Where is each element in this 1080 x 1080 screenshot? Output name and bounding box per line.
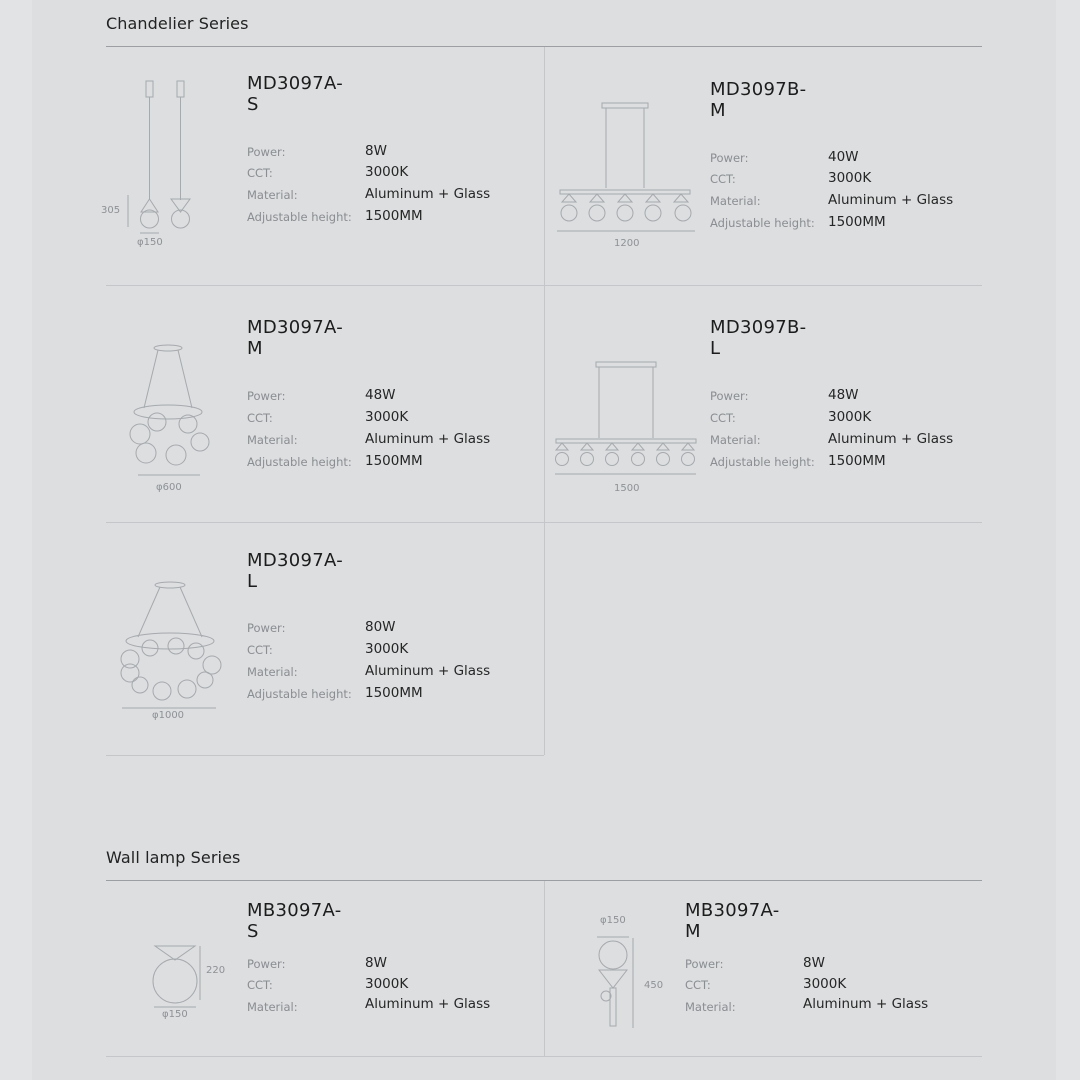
grid-divider-row-1	[106, 285, 982, 286]
dimension-label: φ150	[162, 1009, 188, 1020]
spec-row	[685, 955, 985, 977]
spec-value: 1500MM	[828, 453, 886, 469]
spec-label: CCT:	[685, 978, 711, 992]
wall-section-title: Wall lamp Series	[106, 848, 241, 867]
spec-row	[247, 208, 547, 230]
spec-label: CCT:	[247, 643, 273, 657]
spec-value: 1500MM	[365, 453, 423, 469]
md3097b-m-drawing	[552, 98, 700, 252]
spec-row	[247, 955, 547, 977]
spec-label: Adjustable height:	[247, 210, 352, 224]
spec-value: 48W	[828, 387, 859, 403]
spec-label: Power:	[685, 957, 724, 971]
spec-value: 3000K	[365, 976, 409, 992]
spec-label: Adjustable height:	[710, 455, 815, 469]
spec-label: Material:	[247, 433, 298, 447]
dimension-label: 305	[101, 205, 121, 216]
grid-divider-row-3	[106, 755, 544, 756]
spec-label: Adjustable height:	[247, 687, 352, 701]
spec-value: 1500MM	[828, 214, 886, 230]
spec-row	[710, 170, 1010, 192]
spec-row	[247, 453, 547, 475]
spec-row	[247, 996, 547, 1018]
spec-value: Aluminum + Glass	[828, 192, 954, 208]
spec-row	[247, 641, 547, 663]
dimension-label: 1500	[614, 483, 640, 494]
spec-row	[247, 143, 547, 165]
spec-row	[710, 192, 1010, 214]
spec-row	[685, 996, 985, 1018]
spec-value: 1500MM	[365, 685, 423, 701]
dimension-label: 450	[644, 980, 664, 991]
spec-value: 48W	[365, 387, 396, 403]
model-name: MD3097B-L	[710, 317, 807, 359]
md3097a-m-drawing	[118, 338, 218, 496]
spec-value: Aluminum + Glass	[365, 996, 491, 1012]
spec-row	[710, 431, 1010, 453]
spec-row	[247, 685, 547, 707]
spec-label: Power:	[710, 389, 749, 403]
spec-value: 8W	[365, 143, 387, 159]
mb3097a-s-drawing	[140, 938, 240, 1022]
model-name: MD3097A-L	[247, 550, 344, 592]
spec-label: Power:	[710, 151, 749, 165]
spec-label: Material:	[247, 1000, 298, 1014]
spec-value: 8W	[803, 955, 825, 971]
spec-label: Power:	[247, 621, 286, 635]
spec-label: Adjustable height:	[710, 216, 815, 230]
spec-label: Material:	[710, 194, 761, 208]
spec-row	[247, 409, 547, 431]
spec-value: 40W	[828, 149, 859, 165]
spec-label: Material:	[247, 188, 298, 202]
spec-label: Material:	[247, 665, 298, 679]
spec-row	[247, 663, 547, 685]
spec-label: Power:	[247, 389, 286, 403]
dimension-label: 1200	[614, 238, 640, 249]
spec-value: 8W	[365, 955, 387, 971]
model-name: MD3097A-S	[247, 73, 344, 115]
spec-value: 3000K	[365, 164, 409, 180]
dimension-label: φ150	[600, 915, 626, 926]
spec-value: 3000K	[828, 170, 872, 186]
spec-row	[247, 431, 547, 453]
model-name: MB3097A-M	[685, 900, 780, 942]
spec-row	[710, 149, 1010, 171]
model-name: MD3097A-M	[247, 317, 344, 359]
grid-divider-row	[106, 1056, 982, 1057]
model-name: MB3097A-S	[247, 900, 342, 942]
spec-value: 3000K	[365, 641, 409, 657]
spec-row	[247, 164, 547, 186]
spec-row	[685, 976, 985, 998]
spec-row	[247, 387, 547, 409]
spec-value: Aluminum + Glass	[828, 431, 954, 447]
spec-value: 3000K	[828, 409, 872, 425]
spec-value: Aluminum + Glass	[365, 431, 491, 447]
spec-row	[710, 214, 1010, 236]
spec-row	[710, 453, 1010, 475]
spec-value: 3000K	[803, 976, 847, 992]
spec-label: Adjustable height:	[247, 455, 352, 469]
dimension-label: φ600	[156, 482, 182, 493]
spec-value: Aluminum + Glass	[803, 996, 929, 1012]
dimension-label: 220	[206, 965, 226, 976]
md3097a-l-drawing	[112, 575, 230, 725]
spec-label: Material:	[710, 433, 761, 447]
spec-label: CCT:	[247, 978, 273, 992]
spec-label: CCT:	[247, 166, 273, 180]
spec-row	[247, 976, 547, 998]
spec-row	[710, 387, 1010, 409]
spec-label: CCT:	[710, 411, 736, 425]
spec-value: 80W	[365, 619, 396, 635]
spec-label: Material:	[685, 1000, 736, 1014]
spec-value: 1500MM	[365, 208, 423, 224]
spec-label: CCT:	[247, 411, 273, 425]
mb3097a-m-drawing	[588, 908, 678, 1033]
grid-divider-row-2	[106, 522, 982, 523]
spec-label: CCT:	[710, 172, 736, 186]
model-name: MD3097B-M	[710, 79, 807, 121]
dimension-label: φ150	[137, 237, 163, 248]
spec-row	[710, 409, 1010, 431]
md3097b-l-drawing	[550, 358, 702, 498]
chandelier-section-title: Chandelier Series	[106, 14, 249, 33]
spec-value: Aluminum + Glass	[365, 186, 491, 202]
spec-label: Power:	[247, 957, 286, 971]
md3097a-s-drawing	[100, 75, 210, 255]
spec-row	[247, 619, 547, 641]
spec-row	[247, 186, 547, 208]
dimension-label: φ1000	[152, 710, 185, 721]
spec-value: Aluminum + Glass	[365, 663, 491, 679]
spec-value: 3000K	[365, 409, 409, 425]
spec-label: Power:	[247, 145, 286, 159]
